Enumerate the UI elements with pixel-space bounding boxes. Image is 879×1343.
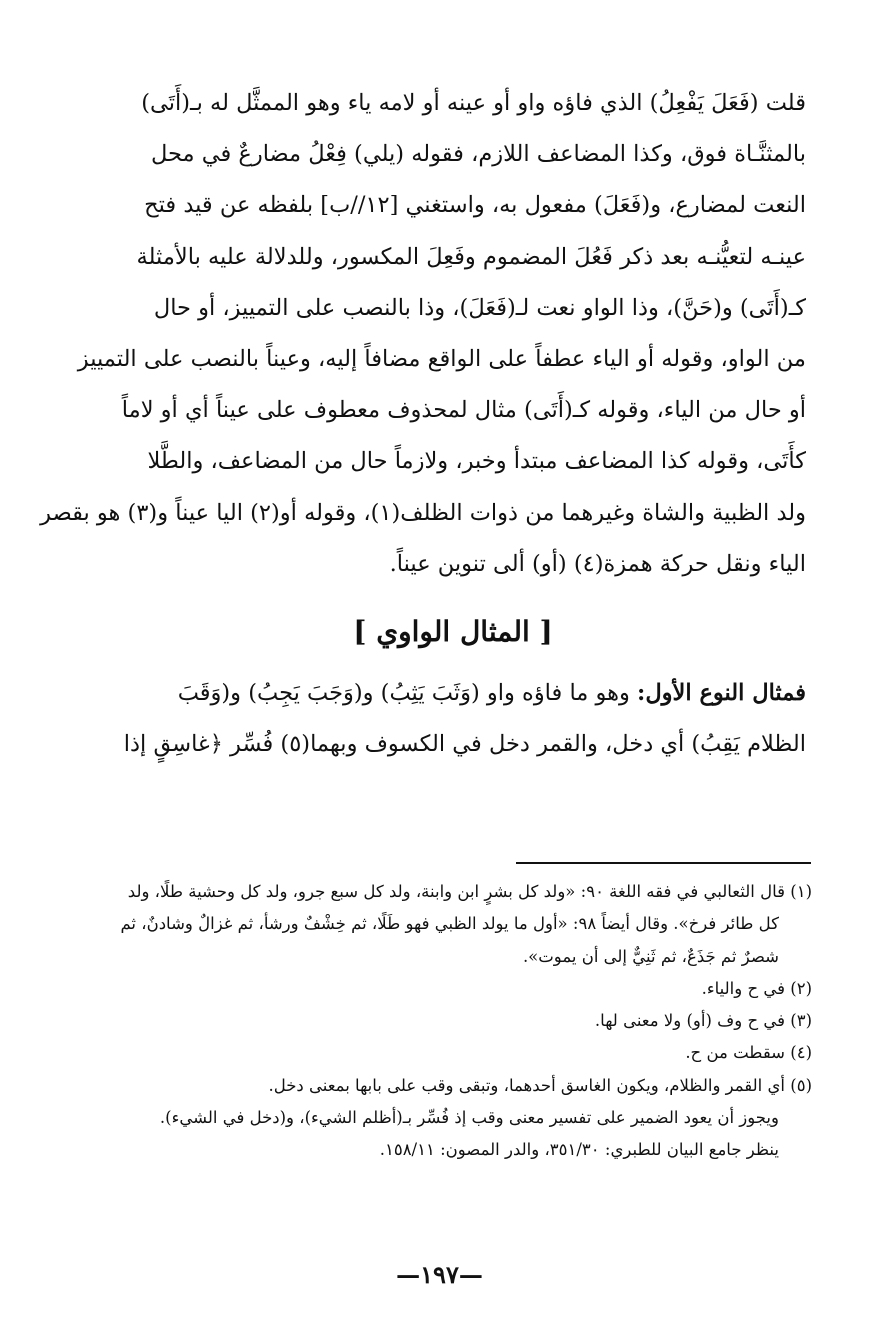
text-line: أو حال من الياء، وقوله كـ(أَتَى) مثال لمحذوف معطوف على عيناً أي أو لاماً	[121, 397, 806, 424]
footnote: (٥) أي القمر والظلام، ويكون الغاسق أحدهما، وتبقى وقب على بابها بمعنى دخل.	[268, 1075, 812, 1095]
footnote: (٢) في ح والياء.	[701, 978, 812, 998]
text-line: قلت (فَعَلَ يَفْعِلُ) الذي فاؤه واو أو عينه أو لامه ياء وهو الممثَّل له بـ(أَتَى)	[141, 90, 806, 116]
text-line: الظلام يَقِبُ) أي دخل، والقمر دخل في الكسوف وبهما(٥) فُسِّر ﴿غاسِقٍ إذا	[123, 731, 806, 757]
lead-phrase: فمثال النوع الأول:	[637, 680, 806, 706]
text-line: ولد الظبية والشاة وغيرهما من ذوات الظلف(١)، وقوله أو(٢) اليا عيناً و(٣) هو بقصر	[40, 499, 806, 526]
footnote-continuation: ينظر جامع البيان للطبري: ٣٥١/٣٠، والدر المصون: ١٥٨/١١.	[379, 1140, 779, 1160]
section-paragraph	[100, 668, 806, 770]
text-line: من الواو، وقوله أو الياء عطفاً على الواقع مضافاً إليه، وعيناً بالنصب على التمييز	[77, 346, 806, 373]
footnotes	[60, 876, 812, 1167]
footnote-continuation: كل طائر فرخ». وقال أيضاً ٩٨: «أول ما يولد الظبي فهو طَلًا، ثم خِشْفٌ ورشأ، ثم غزالٌ وشادنٌ، ثم	[120, 914, 779, 934]
text-line: النعت لمضارع، و(فَعَلَ) مفعول به، واستغني [١٢//ب] بلفظه عن قيد فتح	[144, 192, 806, 219]
text-line: كـ(أَتَى) و(حَنَّ)، وذا الواو نعت لـ(فَعَلَ)، وذا بالنصب على التمييز، أو حال	[153, 294, 806, 321]
text-line	[100, 668, 806, 719]
footnote: (١) قال الثعالبي في فقه اللغة ٩٠: «ولد كل بشرٍ ابن وابنة، ولد كل سبع جرو، ولد كل وحشية طلًا، ولد	[127, 882, 812, 901]
text-line: الياء ونقل حركة همزة(٤) (أو) ألى تنوين عيناً.	[389, 550, 806, 577]
footnote: (٤) سقطت من ح.	[685, 1043, 812, 1063]
section-heading: [ المثال الواوي ]	[353, 615, 553, 648]
footnote-continuation: شصرٌ ثم جَذَعٌ، ثم ثَنِيٌّ إلى أن يموت».	[522, 946, 779, 966]
footnote-separator	[516, 862, 811, 864]
text-line: بالمثنَّـاة فوق، وكذا المضاعف اللازم، فقوله (يلي) فِعْلُ مضارعٌ في محل	[150, 141, 806, 168]
footnote-continuation: ويجوز أن يعود الضمير على تفسير معنى وقب إذ فُسِّر بـ(أظلم الشيء)، و(دخل في الشيء).	[159, 1108, 779, 1128]
text-line: كأَتَى، وقوله كذا المضاعف مبتدأ وخبر، ولازماً حال من المضاعف، والطَّلا	[147, 448, 806, 475]
main-paragraph	[40, 78, 806, 590]
text-run: وهو ما فاؤه واو (وَثَبَ يَثِبُ) و(وَجَبَ يَجِبُ) و(وَقَبَ	[177, 680, 638, 706]
text-line: عينـه لتعيُّنـه بعد ذكر فَعُلَ المضموم وفَعِلَ المكسور، وللدلالة عليه بالأمثلة	[136, 243, 806, 270]
footnote: (٣) في ح وف (أو) ولا معنى لها.	[594, 1011, 812, 1031]
page-number: —١٩٧—	[396, 1260, 483, 1289]
